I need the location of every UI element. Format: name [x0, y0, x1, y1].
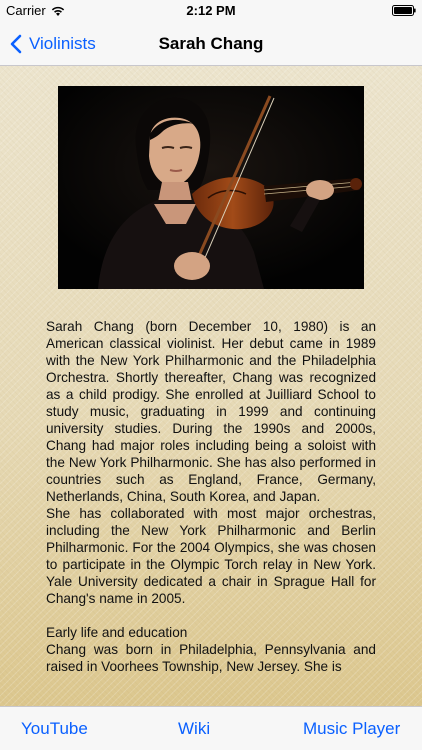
youtube-button[interactable]: YouTube — [21, 719, 88, 738]
status-bar — [0, 0, 422, 22]
biography-text — [46, 318, 376, 675]
paragraph-spacer — [46, 607, 376, 624]
wiki-button[interactable]: Wiki — [178, 719, 211, 738]
page-title: Sarah Chang — [158, 34, 264, 53]
music-player-button[interactable]: Music Player — [303, 719, 401, 738]
back-button-label: Violinists — [29, 34, 96, 53]
navigation-bar — [0, 22, 422, 66]
bottom-toolbar — [0, 706, 422, 750]
bio-section-heading: Early life and education — [46, 625, 188, 640]
violinist-photo-illustration — [58, 86, 364, 289]
battery-icon — [392, 5, 416, 16]
violinist-photo — [58, 86, 364, 289]
bio-paragraph: Sarah Chang (born December 10, 1980) is an American classical violinist. Her debut came in 1989 with the New York Philharmonic and the Philadelphia Orchestra. Shortly thereafter, Chang was recognized as a child prodigy. She enrolled at Juilliard School to study music, graduating in 1999 and continuing university studies. During the 1990s and 2000s, Chang had major roles including being a soloist with the New York Philharmonic. She has also performed in countries such as England, France, Germany, Netherlands, China, South Korea, and Japan. — [46, 319, 376, 504]
bio-paragraph: She has collaborated with most major orchestras, including the New York Philharmonic and Berlin Philharmonic. For the 2004 Olympics, she was chosen to participate in the Olympic Torch relay in New York. Yale University dedicated a chair in Sprague Hall for Chang's name in 2005. — [46, 506, 376, 606]
status-time: 2:12 PM — [186, 3, 236, 18]
detail-content[interactable] — [0, 66, 422, 706]
bio-paragraph: Chang was born in Philadelphia, Pennsylvania and raised in Voorhees Township, New Jersey. She is — [46, 642, 376, 674]
carrier-label: Carrier — [6, 3, 46, 18]
